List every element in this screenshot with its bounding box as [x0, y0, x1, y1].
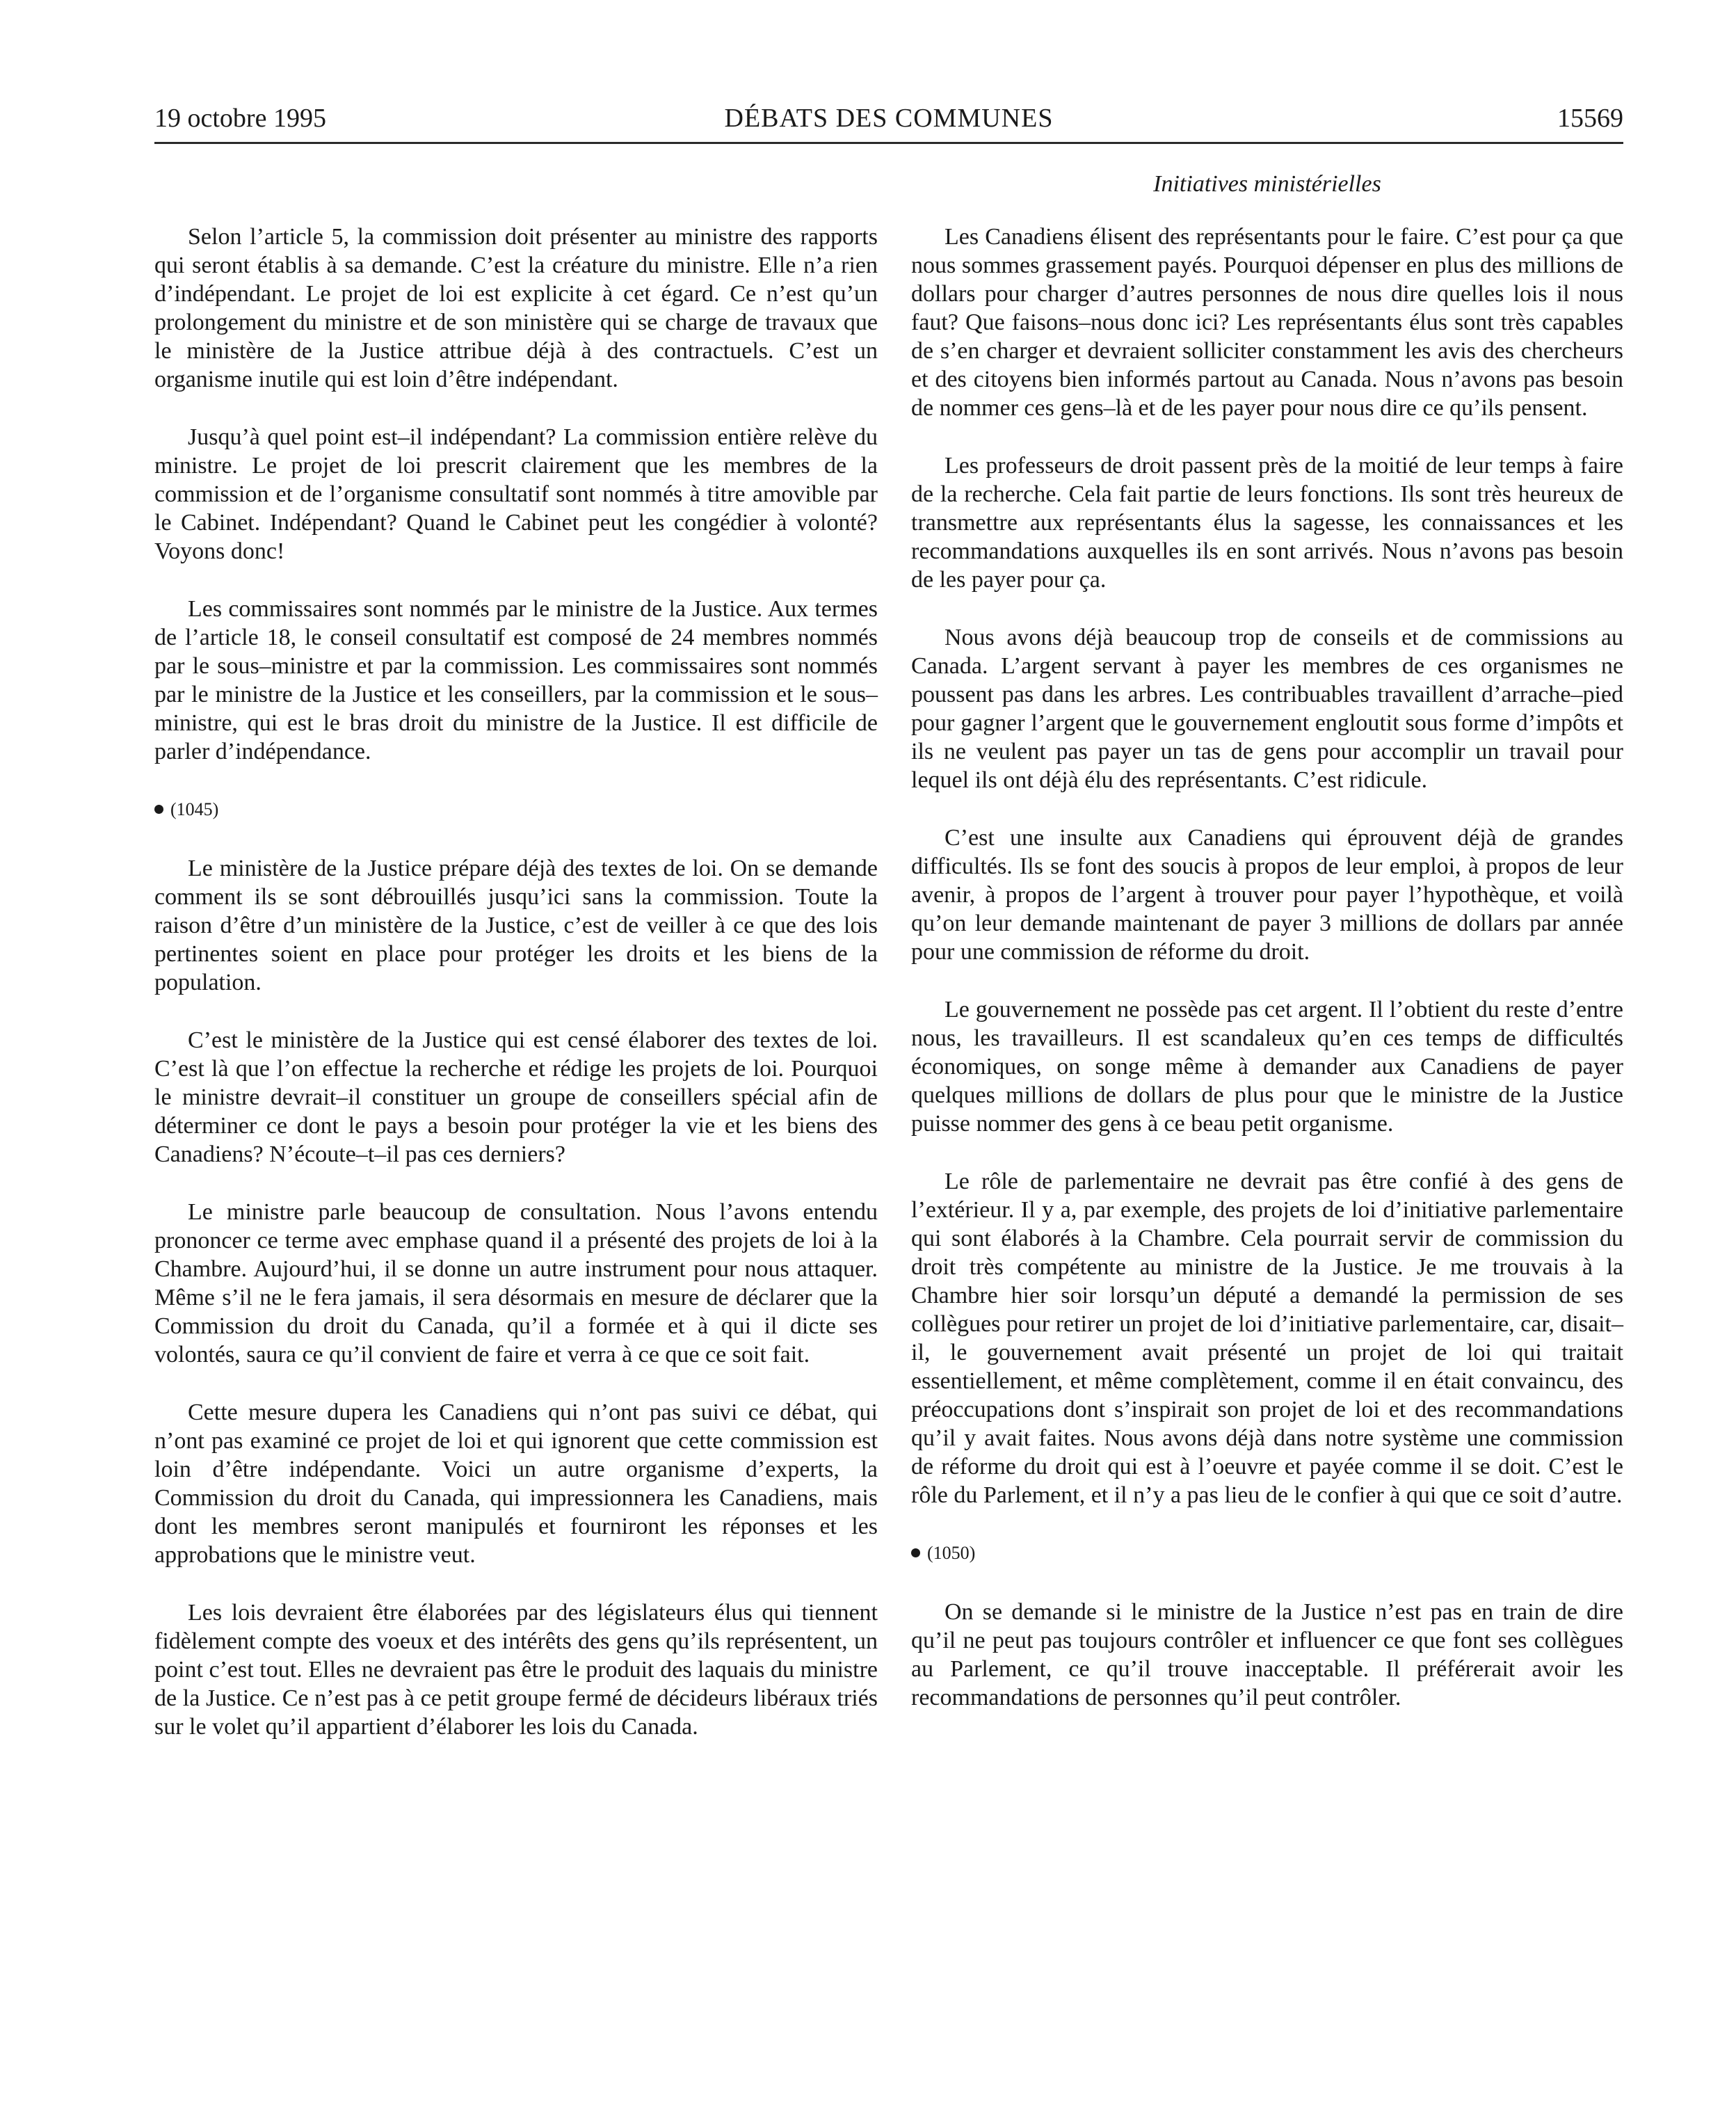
page-header — [154, 97, 1623, 139]
paragraph: Cette mesure dupera les Canadiens qui n’ont pas suivi ce débat, qui n’ont pas examiné ce projet de loi et qui ignorent que cette commission est loin d’être indépendante. Voici un autre organisme d’experts, la Commission du droit du Canada, qui impressionnera les Canadiens, mais dont les membres seront manipulés et fourniront les réponses et les approbations que le ministre veut. — [154, 1400, 878, 1568]
paragraph: Selon l’article 5, la commission doit présenter au ministre des rapports qui seront établis à sa demande. C’est la créature du ministre. Elle n’a rien d’indépendant. Le projet de loi est explicite à cet égard. Ce n’est qu’un prolongement du ministre et de son ministère qui se charge de travaux que le ministère de la Justice attribue déjà à des contractuels. C’est un organisme inutile qui est loin d’être indépendant. — [154, 224, 878, 392]
paragraph: Le gouvernement ne possède pas cet argent. Il l’obtient du reste d’entre nous, les travailleurs. Il est scandaleux qu’en ces temps de difficultés économiques, on songe même à demander aux Canadiens de payer quelques millions de dollars de plus pour que le ministre de la Justice puisse nommer des gens à ce beau petit organisme. — [911, 997, 1623, 1137]
paragraph: C’est une insulte aux Canadiens qui éprouvent déjà de grandes difficultés. Ils se font des soucis à propos de leur emploi, à propos de leur avenir, à propos de l’argent à trouver pour payer l’hypothèque, et voilà qu’on leur demande maintenant de payer 3 millions de dollars par année pour une commission de réforme du droit. — [911, 825, 1623, 965]
paragraph: C’est le ministère de la Justice qui est censé élaborer des textes de loi. C’est là que l’on effectue la recherche et rédige les projets de loi. Pourquoi le ministre devrait–il constituer un groupe de conseillers spécial afin de déterminer ce dont le pays a besoin pour protéger la vie et les biens des Canadiens? N’écoute–t–il pas ces derniers? — [154, 1027, 878, 1167]
paragraph: Le rôle de parlementaire ne devrait pas être confié à des gens de l’extérieur. Il y a, par exemple, des projets de loi d’initiative parlementaire qui sont élaborés à la Chambre. Cela pourrait servir de commission du droit très compétente au ministre de la Justice. Je me trouvais à la Chambre hier soir lorsqu’un député a demandé la permission de ses collègues pour retirer un projet de loi d’initiative parlementaire, car, disait–il, le gouvernement avait présenté un projet de loi qui traitait essentiellement, et même complètement, comme il en était convaincu, des préoccupations dont s’inspirait son projet de loi et des recommandations qu’il y avait faites. Nous avons déjà dans notre système une commission de réforme du droit qui est à l’oeuvre et payée comme il se doit. C’est le rôle du Parlement, et il n’y a pas lieu de le confier à qui que ce soit d’autre. — [911, 1169, 1623, 1508]
header-page-number: 15569 — [1557, 104, 1623, 133]
time-marker-label: (1050) — [927, 1543, 976, 1563]
paragraph: On se demande si le ministre de la Justice n’est pas en train de dire qu’il ne peut pas toujours contrôler et influencer ce que font ses collègues au Parlement, ce qu’il trouve inacceptable. Il préférerait avoir les recommandations de personnes qu’il peut contrôler. — [911, 1599, 1623, 1710]
left-column — [154, 223, 878, 1770]
right-column — [911, 223, 1623, 1741]
paragraph: Jusqu’à quel point est–il indépendant? La commission entière relève du ministre. Le projet de loi prescrit clairement que les membres de la commission et de l’organisme consultatif sont nommés à titre amovible par le Cabinet. Indépendant? Quand le Cabinet peut les congédier à volonté? Voyons donc! — [154, 424, 878, 564]
header-rule — [154, 142, 1623, 144]
header-date: 19 octobre 1995 — [154, 104, 326, 133]
paragraph: Les professeurs de droit passent près de la moitié de leur temps à faire de la recherche. Cela fait partie de leurs fonctions. Ils sont très heureux de transmettre aux représentants élus la sagesse, les connaissances et les recommandations auxquelles ils en sont arrivés. Nous n’avons pas besoin de les payer pour ça. — [911, 453, 1623, 593]
header-title: DÉBATS DES COMMUNES — [724, 104, 1054, 133]
bullet-icon — [911, 1548, 920, 1557]
section-heading: Initiatives ministérielles — [1153, 171, 1381, 197]
paragraph: Les lois devraient être élaborées par des législateurs élus qui tiennent fidèlement compte des voeux et des intérêts des gens qu’ils représentent, un point c’est tout. Elles ne devraient pas être le produit des laquais du ministre de la Justice. Ce n’est pas à ce petit groupe fermé de décideurs libéraux triés sur le volet qu’il appartient d’élaborer les lois du Canada. — [154, 1600, 878, 1740]
paragraph: Nous avons déjà beaucoup trop de conseils et de commissions au Canada. L’argent servant à payer les membres de ces organismes ne poussent pas dans les arbres. Les contribuables travaillent d’arrache–pied pour gagner l’argent que le gouvernement engloutit sous forme d’impôts et ils ne veulent pas payer un tas de gens pour accomplir un travail pour lequel ils ont déjà élu des représentants. C’est ridicule. — [911, 625, 1623, 793]
paragraph: Les Canadiens élisent des représentants pour le faire. C’est pour ça que nous sommes grassement payés. Pourquoi dépenser en plus des millions de dollars pour charger d’autres personnes de nous dire quelles lois il nous faut? Que faisons–nous donc ici? Les représentants élus sont très capables de s’en charger et devraient solliciter constamment les avis des chercheurs et des citoyens bien informés partout au Canada. Nous n’avons pas besoin de nommer ces gens–là et de les payer pour nous dire ce qu’ils pensent. — [911, 224, 1623, 421]
time-marker-label: (1045) — [170, 799, 219, 819]
bullet-icon — [154, 805, 163, 814]
paragraph: Le ministère de la Justice prépare déjà des textes de loi. On se demande comment ils se sont débrouillés jusqu’ici sans la commission. Toute la raison d’être d’un ministère de la Justice, c’est de veiller à ce que des lois pertinentes soient en place pour protéger les droits et les biens de la population. — [154, 856, 878, 995]
paragraph: Les commissaires sont nommés par le ministre de la Justice. Aux termes de l’article 18, le conseil consultatif est composé de 24 membres nommés par le sous–ministre et par la commission. Les commissaires sont nommés par le ministre de la Justice et les conseillers, par la commission et le sous–ministre, qui est le bras droit du ministre de la Justice. Il est difficile de parler d’indépendance. — [154, 596, 878, 764]
time-marker — [154, 795, 878, 824]
time-marker — [911, 1539, 1623, 1567]
paragraph: Le ministre parle beaucoup de consultation. Nous l’avons entendu prononcer ce terme avec emphase quand il a présenté des projets de loi à la Chambre. Aujourd’hui, il se donne un autre instrument pour nous attaquer. Même s’il ne le fera jamais, il sera désormais en mesure de déclarer que la Commission du droit du Canada, qu’il a formée et à qui il dicte ses volontés, saura ce qu’il convient de faire et verra à ce que ce soit fait. — [154, 1199, 878, 1368]
